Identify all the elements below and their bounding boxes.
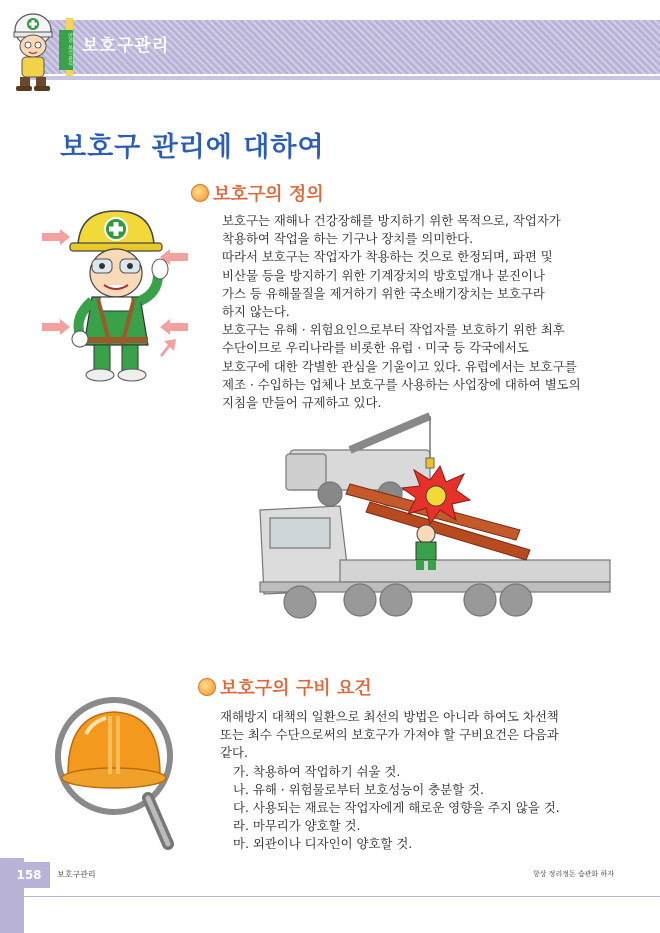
helmet-magnifier-illustration — [52, 694, 176, 854]
crane-truck-illustration — [230, 410, 630, 630]
text-line: 같다. — [220, 745, 248, 761]
text-line: 재해방지 대책의 일환으로 최선의 방법은 아니라 하여도 차선책 — [220, 709, 559, 724]
section2-body — [220, 708, 560, 854]
list-item: 다. 사용되는 재료는 작업자에게 해로운 영향을 주지 않을 것. — [233, 800, 560, 816]
footer-section-label: 보호구관리 — [57, 870, 96, 879]
list-item: 마. 외관이나 디자인이 양호할 것. — [233, 836, 413, 852]
section-title-definition — [191, 180, 324, 206]
text-line: 보호구에 대한 각별한 관심을 기울이고 있다. 유럽에서는 보호구를 — [222, 358, 577, 374]
text-line: 착용하여 작업을 하는 기구나 장치를 의미한다. — [222, 231, 474, 247]
page-title: 보호구 관리에 대하여 — [60, 132, 325, 163]
mascot-small-illustration — [4, 8, 62, 92]
list-item: 가. 착용하여 작업하기 쉬울 것. — [233, 763, 401, 779]
text-line: 보호구는 재해나 건강장해를 방지하기 위한 목적으로, 작업자가 — [222, 213, 561, 228]
list-item: 라. 마무리가 양호할 것. — [233, 818, 361, 834]
section-title-requirements — [198, 674, 372, 700]
orange-bullet-icon — [198, 678, 216, 696]
header-title: 보호구관리 — [82, 36, 170, 56]
text-line: 가스 등 유해물질을 제거하기 위한 국소배기장치는 보호구라 — [222, 285, 545, 301]
orange-bullet-icon — [191, 184, 209, 202]
section1-body — [222, 212, 581, 412]
worker-illustration — [40, 205, 190, 385]
section-title-text: 보호구의 구비 요건 — [220, 678, 372, 699]
text-line: 지침을 만들어 규제하고 있다. — [222, 395, 382, 411]
text-line: 또는 최수 수단으로써의 보호구가 가져야 할 구비요건은 다음과 — [220, 727, 559, 743]
text-line: 비산물 등을 방지하기 위한 기계장치의 방호덮개나 분진이나 — [222, 267, 545, 283]
footer-divider — [0, 896, 660, 897]
text-line: 수단이므로 우리나라를 비롯한 유럽 · 미국 등 각국에서도 — [222, 340, 529, 356]
footer-slogan: 항상 정리정돈 습관화 하자 — [532, 870, 614, 878]
header-side-label: 안전 보건 관리 — [59, 30, 73, 70]
requirement-list — [220, 763, 560, 854]
page-number: 158 — [8, 862, 50, 888]
text-line: 하지 않는다. — [222, 304, 290, 320]
list-item: 나. 유해 · 위험물로부터 보호성능이 충분할 것. — [233, 781, 484, 797]
text-line: 제조 · 수입하는 업체나 보호구를 사용하는 사업장에 대하여 별도의 — [222, 376, 581, 392]
text-line: 보호구는 유해 · 위험요인으로부터 작업자를 보호하기 위한 최후 — [222, 322, 565, 338]
section-title-text: 보호구의 정의 — [213, 184, 324, 205]
text-line: 따라서 보호구는 작업자가 착용하는 것으로 한정되며, 파편 및 — [222, 249, 553, 265]
